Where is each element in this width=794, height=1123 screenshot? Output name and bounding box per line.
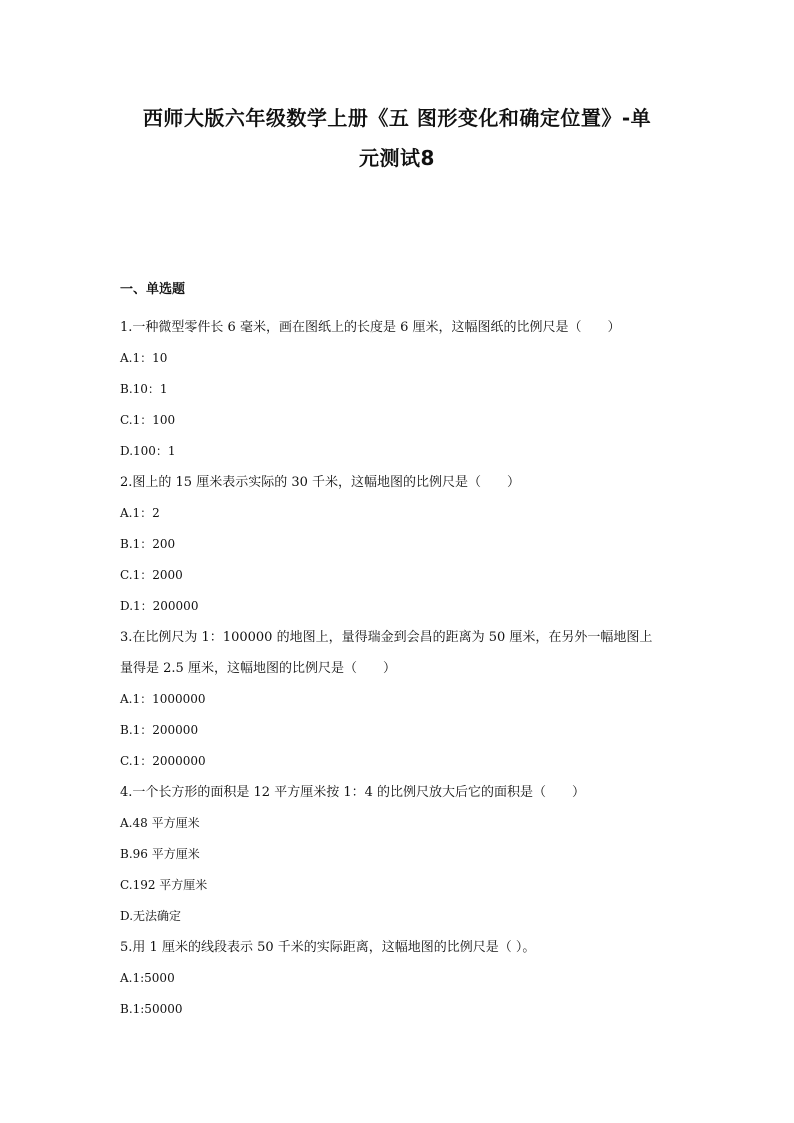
question-5-option-a: A.1:5000 <box>120 971 175 985</box>
question-3-option-a: A.1：1000000 <box>120 692 206 706</box>
question-3-option-c: C.1：2000000 <box>120 754 206 768</box>
question-1-option-d: D.100：1 <box>120 444 176 458</box>
question-4-option-d: D.无法确定 <box>120 909 182 923</box>
question-1-option-b: B.10：1 <box>120 382 168 396</box>
question-2-option-d: D.1：200000 <box>120 599 199 613</box>
question-5-option-b: B.1:50000 <box>120 1002 183 1016</box>
question-4 <box>120 777 680 932</box>
question-4-text: 4.一个长方形的面积是 12 平方厘米按 1：4 的比例尺放大后它的面积是（ ） <box>120 785 586 800</box>
page-title-line-2: 元测试8 <box>359 146 435 170</box>
question-2-text: 2.图上的 15 厘米表示实际的 30 千米，这幅地图的比例尺是（ ） <box>120 475 521 490</box>
question-3-text-line-1: 3.在比例尺为 1：100000 的地图上，量得瑞金到会昌的距离为 50 厘米，在另外一幅地图上 <box>120 630 653 645</box>
question-2 <box>120 467 680 622</box>
question-3-option-b: B.1：200000 <box>120 723 199 737</box>
question-3-text-line-2: 量得是 2.5 厘米，这幅地图的比例尺是（ ） <box>120 661 396 676</box>
question-4-option-b: B.96 平方厘米 <box>120 847 200 861</box>
section-heading: 一、单选题 <box>120 282 186 297</box>
question-4-option-a: A.48 平方厘米 <box>120 816 200 830</box>
question-2-option-c: C.1：2000 <box>120 568 183 582</box>
question-2-option-b: B.1：200 <box>120 537 176 551</box>
question-list <box>120 312 680 1025</box>
question-5-text: 5.用 1 厘米的线段表示 50 千米的实际距离，这幅地图的比例尺是（ ）。 <box>120 940 536 955</box>
question-1-text: 1.一种微型零件长 6 毫米，画在图纸上的长度是 6 厘米，这幅图纸的比例尺是（ ） <box>120 320 621 335</box>
question-1-option-a: A.1：10 <box>120 351 168 365</box>
question-4-option-c: C.192 平方厘米 <box>120 878 208 892</box>
page-title-line-1: 西师大版六年级数学上册《五 图形变化和确定位置》-单 <box>142 106 652 130</box>
question-1-option-c: C.1：100 <box>120 413 176 427</box>
question-1 <box>120 312 680 467</box>
question-3 <box>120 622 680 777</box>
question-2-option-a: A.1：2 <box>120 506 160 520</box>
question-5 <box>120 932 680 1025</box>
